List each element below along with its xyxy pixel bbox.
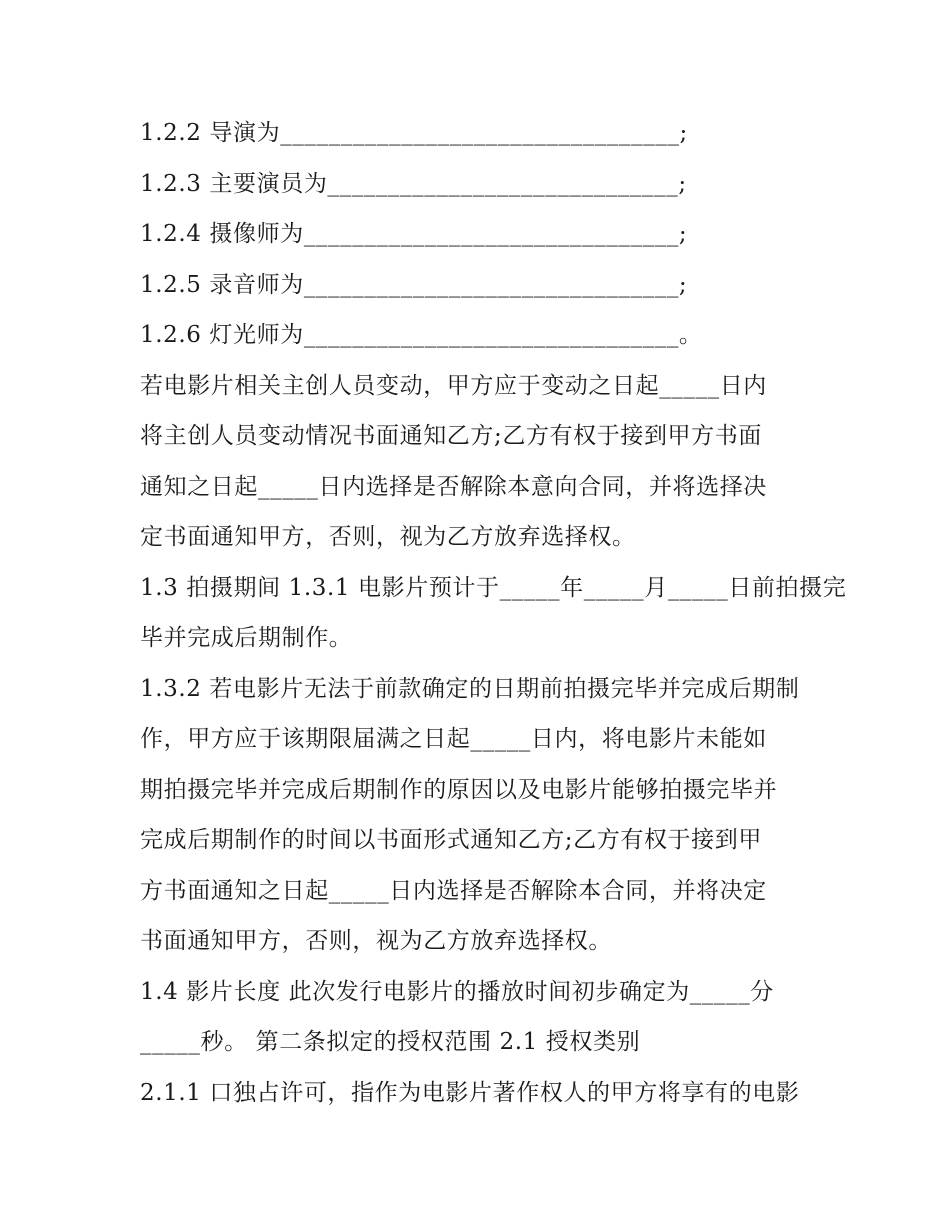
- clause-2-1-1-exclusive-license: 2.1.1 口独占许可，指作为电影片著作权人的甲方将享有的电影: [140, 1079, 800, 1106]
- clause-1-3-2: 1.3.2 若电影片无法于前款确定的日期前拍摄完毕并完成后期制: [140, 675, 800, 702]
- clause-1-2-5-sound-engineer: 1.2.5 录音师为_______________________________;: [140, 271, 688, 298]
- clause-1-2-6-lighting: 1.2.6 灯光师为_______________________________。: [140, 322, 703, 348]
- clause-1-4-film-length: 1.4 影片长度 此次发行电影片的播放时间初步确定为_____分: [140, 978, 774, 1005]
- clause-1-2-2-director: 1.2.2 导演为_________________________________;: [140, 120, 688, 146]
- paragraph-line: 作，甲方应于该期限届满之日起_____日内，将电影片未能如: [140, 726, 767, 752]
- paragraph-line: 定书面通知甲方，否则，视为乙方放弃选择权。: [140, 524, 636, 550]
- clause-1-2-3-lead-actors: 1.2.3 主要演员为_____________________________;: [140, 170, 687, 197]
- paragraph-line: 若电影片相关主创人员变动，甲方应于变动之日起_____日内: [140, 372, 767, 399]
- clause-2-authorization-scope: _____秒。 第二条拟定的授权范围 2.1 授权类别: [140, 1029, 641, 1055]
- paragraph-line: 书面通知甲方，否则，视为乙方放弃选择权。: [140, 928, 612, 954]
- paragraph-line: 期拍摄完毕并完成后期制作的原因以及电影片能够拍摄完毕并: [140, 776, 778, 803]
- paragraph-line: 通知之日起_____日内选择是否解除本意向合同，并将选择决: [140, 473, 767, 500]
- paragraph-line: 毕并完成后期制作。: [140, 625, 353, 651]
- paragraph-line: 方书面通知之日起_____日内选择是否解除本合同，并将决定: [140, 877, 767, 904]
- paragraph-line: 完成后期制作的时间以书面形式通知乙方;乙方有权于接到甲: [140, 827, 762, 853]
- document-body: [140, 108, 847, 1118]
- clause-1-3-shooting-period: 1.3 拍摄期间 1.3.1 电影片预计于_____年_____月_____日前拍摄完: [140, 574, 847, 601]
- paragraph-line: 将主创人员变动情况书面通知乙方;乙方有权于接到甲方书面: [140, 423, 762, 449]
- clause-1-2-4-cinematographer: 1.2.4 摄像师为_______________________________;: [140, 221, 688, 247]
